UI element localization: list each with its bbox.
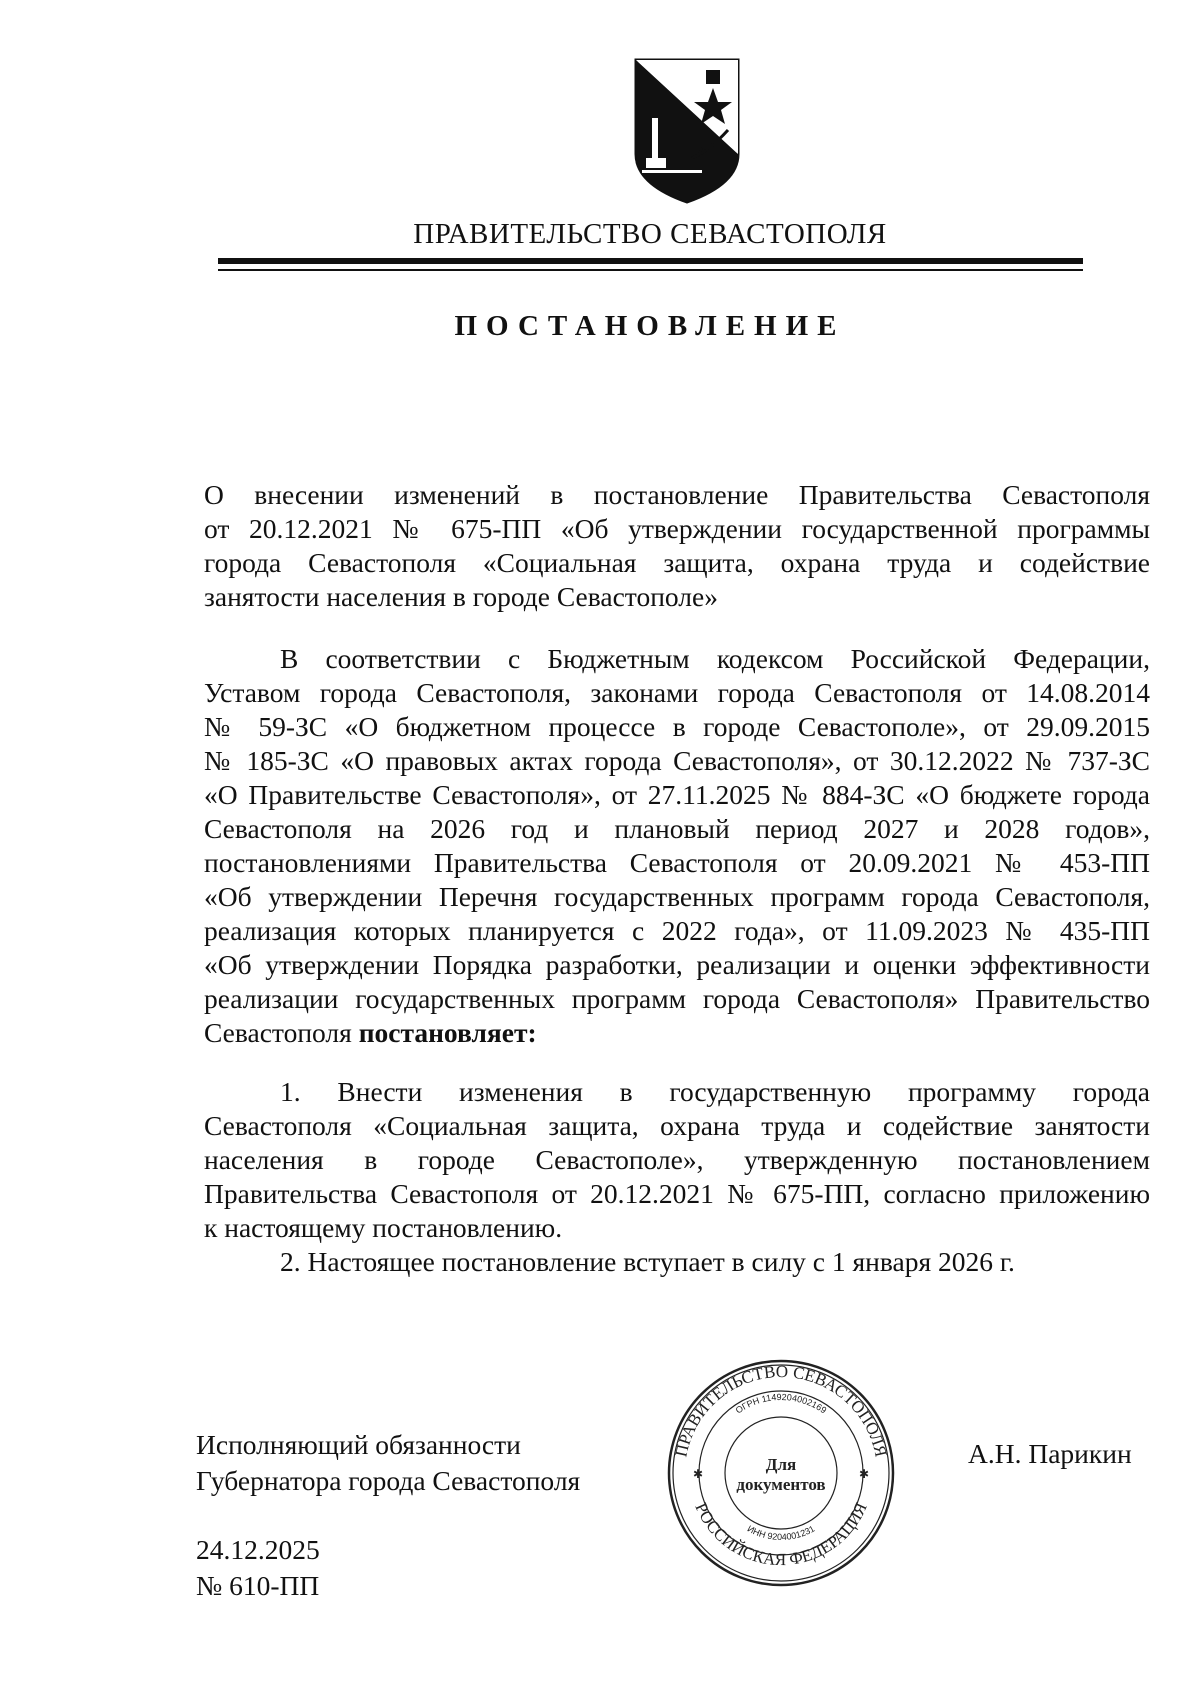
preamble-line: «О Правительстве Севастополя», от 27.11.2025 № 884-ЗС «О бюджете города	[204, 779, 1150, 810]
resolution-items	[204, 1075, 1150, 1279]
preamble-line: реализации государственных программ города Севастополя» Правительство	[204, 983, 1150, 1014]
item-line: Правительства Севастополя от 20.12.2021 № 675-ПП, согласно приложению	[204, 1178, 1150, 1209]
stamp-center-line: Для	[765, 1455, 797, 1474]
preamble-line: № 185-ЗС «О правовых актах города Севастополя», от 30.12.2022 № 737-ЗС	[204, 745, 1150, 776]
header-rule-thick	[218, 258, 1083, 264]
stamp-inner-top: ОГРН 1149204002169	[733, 1391, 829, 1416]
item-line: населения в городе Севастополе», утвержденную постановлением	[204, 1144, 1150, 1175]
preamble-line: реализация которых планируется с 2022 года», от 11.09.2023 № 435-ПП	[204, 915, 1150, 946]
preamble-line: В соответствии с Бюджетным кодексом Российской Федерации,	[280, 643, 1150, 674]
star-icon: ✱	[692, 1467, 704, 1481]
stamp-inner-bottom: ИНН 9204001231	[745, 1523, 817, 1543]
stamp-center-line: документов	[736, 1475, 826, 1494]
svg-text:ОГРН 1149204002169	[734, 1392, 829, 1416]
coat-of-arms-icon	[632, 58, 742, 204]
document-date: 24.12.2025	[196, 1534, 320, 1565]
item-line: 2. Настоящее постановление вступает в силу с 1 января 2026 г.	[280, 1246, 1015, 1277]
preamble-line: Севастополя на 2026 год и плановый период 2027 и 2028 годов»,	[204, 813, 1150, 844]
signatory-title-line: Исполняющий обязанности	[196, 1429, 521, 1460]
title-line: города Севастополя «Социальная защита, охрана труда и содействие	[204, 547, 1150, 578]
signatory-title	[196, 1427, 580, 1499]
preamble-line: постановлениями Правительства Севастополя от 20.09.2021 № 453-ПП	[204, 847, 1150, 878]
organization-name: ПРАВИТЕЛЬСТВО СЕВАСТОПОЛЯ	[413, 218, 887, 250]
item-line: к настоящему постановлению.	[204, 1212, 563, 1243]
document-date-number	[196, 1532, 320, 1604]
document-number: № 610-ПП	[196, 1570, 320, 1601]
official-stamp	[666, 1358, 896, 1588]
title-line: от 20.12.2021 № 675-ПП «Об утверждении государственной программы	[204, 513, 1150, 544]
preamble-line: № 59-ЗС «О бюджетном процессе в городе Севастополе», от 29.09.2015	[204, 711, 1150, 742]
decision-word: постановляет:	[358, 1017, 537, 1048]
star-icon: ✱	[858, 1467, 870, 1481]
signatory-name: А.Н. Парикин	[968, 1438, 1132, 1469]
title-line: О внесении изменений в постановление Правительства Севастополя	[204, 479, 1150, 510]
document-title	[204, 478, 1150, 614]
preamble-last-line-start: Севастополя	[204, 1017, 359, 1048]
title-line: занятости населения в городе Севастополе»	[204, 581, 718, 612]
stamp-outer-bottom: РОССИЙСКАЯ ФЕДЕРАЦИЯ	[691, 1499, 871, 1570]
preamble-line: «Об утверждении Порядка разработки, реализации и оценки эффективности	[204, 949, 1150, 980]
stamp-outer-top: ПРАВИТЕЛЬСТВО СЕВАСТОПОЛЯ	[671, 1361, 891, 1459]
item-line: Севастополя «Социальная защита, охрана труда и содействие занятости	[204, 1110, 1150, 1141]
header-rule-thin	[218, 269, 1083, 271]
signatory-title-line: Губернатора города Севастополя	[196, 1465, 581, 1496]
document-type: ПОСТАНОВЛЕНИЕ	[454, 310, 846, 342]
preamble-line	[204, 1016, 1150, 1050]
svg-text:ИНН 9204001231	[746, 1524, 817, 1543]
preamble	[204, 642, 1150, 1050]
preamble-line: Уставом города Севастополя, законами города Севастополя от 14.08.2014	[204, 677, 1150, 708]
item-line: 1. Внести изменения в государственную программу города	[280, 1076, 1150, 1107]
preamble-line: «Об утверждении Перечня государственных программ города Севастополя,	[204, 881, 1150, 912]
